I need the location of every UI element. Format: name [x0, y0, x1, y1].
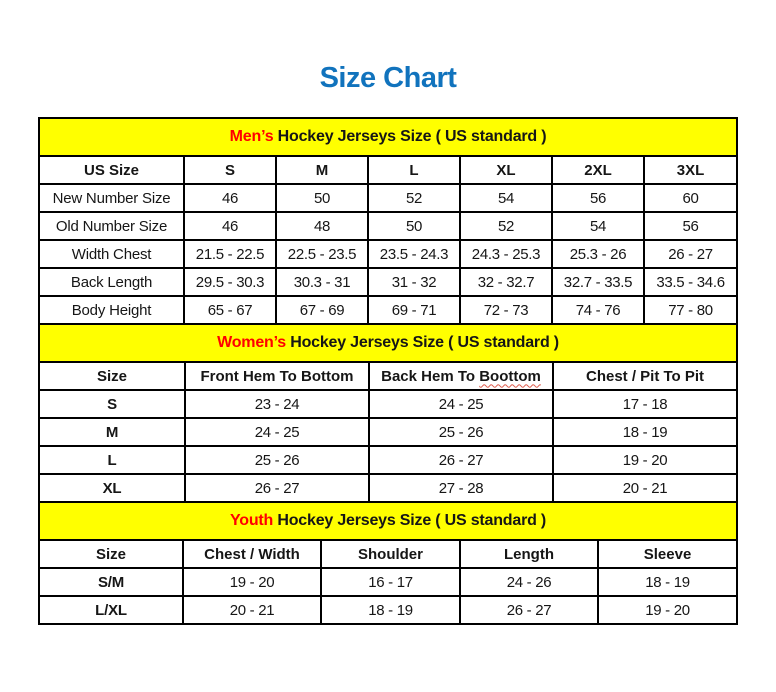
value-cell: 24 - 25 — [369, 390, 553, 418]
mens-header-row — [39, 156, 737, 184]
table-row — [39, 296, 737, 324]
mens-size-table — [38, 117, 738, 325]
row-label: New Number Size — [39, 184, 184, 212]
row-label: Width Chest — [39, 240, 184, 268]
row-label: Back Length — [39, 268, 184, 296]
value-cell: 19 - 20 — [183, 568, 321, 596]
column-header: Size — [39, 540, 183, 568]
row-label: Old Number Size — [39, 212, 184, 240]
value-cell: 25 - 26 — [185, 446, 369, 474]
table-row — [39, 268, 737, 296]
value-cell: 18 - 19 — [598, 568, 737, 596]
value-cell: 24.3 - 25.3 — [460, 240, 552, 268]
youth-banner — [39, 502, 737, 540]
misspelled-word: Boottom — [479, 367, 541, 385]
page-title: Size Chart — [319, 62, 457, 94]
table-row — [39, 596, 737, 624]
value-cell: 46 — [184, 212, 276, 240]
banner-highlight: Men’s — [229, 128, 274, 145]
value-cell: 20 - 21 — [183, 596, 321, 624]
value-cell: 54 — [460, 184, 552, 212]
value-cell: 19 - 20 — [553, 446, 737, 474]
value-cell: 72 - 73 — [460, 296, 552, 324]
row-label: S/M — [39, 568, 183, 596]
column-header: 2XL — [552, 156, 644, 184]
banner-rest: Hockey Jerseys Size ( US standard ) — [273, 512, 547, 529]
table-row — [39, 418, 737, 446]
value-cell: 50 — [368, 212, 460, 240]
table-row — [39, 390, 737, 418]
column-header: Sleeve — [598, 540, 737, 568]
column-header: S — [184, 156, 276, 184]
table-row — [39, 568, 737, 596]
table-row — [39, 212, 737, 240]
value-cell: 65 - 67 — [184, 296, 276, 324]
value-cell: 17 - 18 — [553, 390, 737, 418]
column-header: XL — [460, 156, 552, 184]
column-header: Chest / Width — [183, 540, 321, 568]
value-cell: 46 — [184, 184, 276, 212]
value-cell: 33.5 - 34.6 — [644, 268, 737, 296]
column-header: Front Hem To Bottom — [185, 362, 369, 390]
value-cell: 31 - 32 — [368, 268, 460, 296]
banner-highlight: Women’s — [217, 334, 286, 351]
womens-banner — [39, 324, 737, 362]
value-cell: 69 - 71 — [368, 296, 460, 324]
value-cell: 24 - 25 — [185, 418, 369, 446]
value-cell: 29.5 - 30.3 — [184, 268, 276, 296]
row-label: L — [39, 446, 185, 474]
table-row — [39, 240, 737, 268]
value-cell: 23.5 - 24.3 — [368, 240, 460, 268]
column-header: Back Hem To Boottom — [369, 362, 553, 390]
column-header: Size — [39, 362, 185, 390]
column-header: L — [368, 156, 460, 184]
mens-banner — [39, 118, 737, 156]
youth-banner-row — [39, 502, 737, 540]
banner-highlight: Youth — [229, 512, 274, 529]
value-cell: 30.3 - 31 — [276, 268, 368, 296]
row-label: Body Height — [39, 296, 184, 324]
value-cell: 16 - 17 — [321, 568, 460, 596]
value-cell: 50 — [276, 184, 368, 212]
table-row — [39, 446, 737, 474]
womens-size-table — [38, 323, 738, 503]
value-cell: 25 - 26 — [369, 418, 553, 446]
value-cell: 18 - 19 — [553, 418, 737, 446]
column-header: US Size — [39, 156, 184, 184]
value-cell: 56 — [644, 212, 737, 240]
value-cell: 48 — [276, 212, 368, 240]
value-cell: 18 - 19 — [321, 596, 460, 624]
value-cell: 32 - 32.7 — [460, 268, 552, 296]
column-header: Chest / Pit To Pit — [553, 362, 737, 390]
row-label: S — [39, 390, 185, 418]
banner-rest: Hockey Jerseys Size ( US standard ) — [285, 334, 559, 351]
row-label: L/XL — [39, 596, 183, 624]
value-cell: 52 — [368, 184, 460, 212]
value-cell: 22.5 - 23.5 — [276, 240, 368, 268]
value-cell: 21.5 - 22.5 — [184, 240, 276, 268]
banner-rest: Hockey Jerseys Size ( US standard ) — [273, 128, 547, 145]
value-cell: 27 - 28 — [369, 474, 553, 502]
column-header: 3XL — [644, 156, 737, 184]
value-cell: 25.3 - 26 — [552, 240, 644, 268]
value-cell: 77 - 80 — [644, 296, 737, 324]
mens-banner-row — [39, 118, 737, 156]
size-chart-tables — [38, 117, 736, 625]
row-label: XL — [39, 474, 185, 502]
value-cell: 52 — [460, 212, 552, 240]
column-header: M — [276, 156, 368, 184]
value-cell: 19 - 20 — [598, 596, 737, 624]
value-cell: 56 — [552, 184, 644, 212]
value-cell: 67 - 69 — [276, 296, 368, 324]
value-cell: 60 — [644, 184, 737, 212]
table-row — [39, 474, 737, 502]
value-cell: 26 - 27 — [644, 240, 737, 268]
column-header: Length — [460, 540, 598, 568]
value-cell: 26 - 27 — [185, 474, 369, 502]
value-cell: 54 — [552, 212, 644, 240]
table-row — [39, 184, 737, 212]
value-cell: 32.7 - 33.5 — [552, 268, 644, 296]
value-cell: 20 - 21 — [553, 474, 737, 502]
value-cell: 26 - 27 — [369, 446, 553, 474]
column-header: Shoulder — [321, 540, 460, 568]
value-cell: 26 - 27 — [460, 596, 598, 624]
womens-header-row — [39, 362, 737, 390]
youth-header-row — [39, 540, 737, 568]
value-cell: 24 - 26 — [460, 568, 598, 596]
value-cell: 23 - 24 — [185, 390, 369, 418]
youth-size-table — [38, 501, 738, 625]
womens-banner-row — [39, 324, 737, 362]
value-cell: 74 - 76 — [552, 296, 644, 324]
row-label: M — [39, 418, 185, 446]
